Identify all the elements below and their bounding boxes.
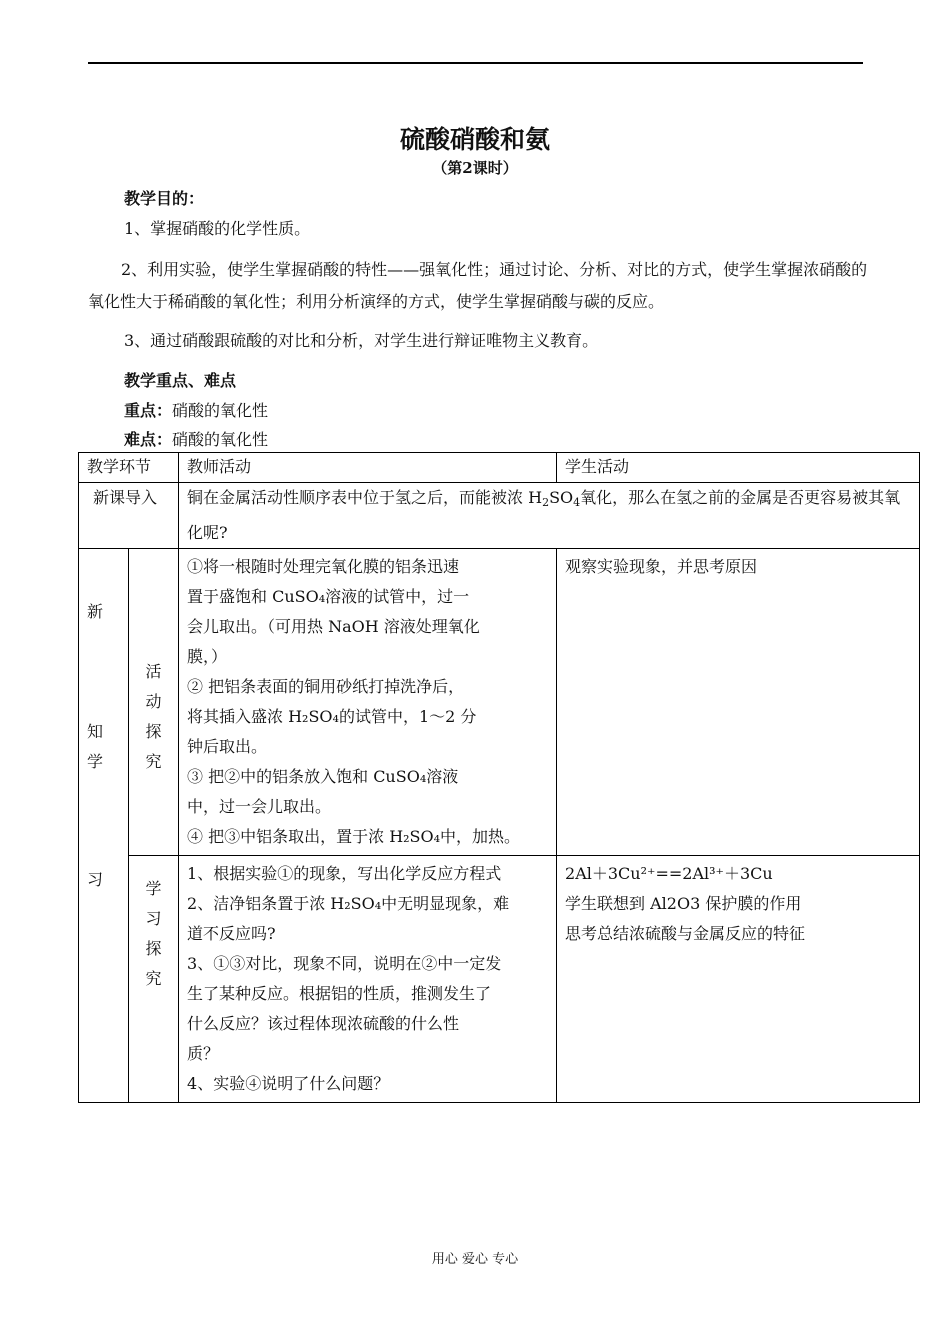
activity-line-5: ② 把铝条表面的铜用砂纸打掉洗净后，: [187, 677, 465, 696]
key-point-text: 硝酸的氧化性: [172, 401, 269, 420]
activity-char-1: 活: [145, 662, 162, 681]
objectives-heading: 教学目的：: [124, 189, 205, 208]
study-label: [129, 856, 179, 1103]
activity-line-3: 会儿取出。（可用热 NaOH 溶液处理氧化: [187, 617, 480, 636]
study-line-8: 4、实验④说明了什么问题？: [187, 1074, 390, 1093]
table-row-activity: [79, 549, 920, 856]
study-student-line-3: 思考总结浓硫酸与金属反应的特征: [565, 924, 806, 943]
intro-text-1: 铜在金属活动性顺序表中位于氢之后，而能被浓 H: [187, 488, 543, 507]
activity-line-1: ①将一根随时处理完氧化膜的铝条迅速: [187, 557, 460, 576]
activity-student: 观察实验现象，并思考原因: [557, 549, 920, 856]
activity-char-3: 探: [145, 722, 162, 741]
study-line-1: 1、根据实验①的现象，写出化学反应方程式: [187, 864, 502, 883]
header-stage: 教学环节: [79, 453, 179, 483]
study-line-3: 道不反应吗?: [187, 924, 276, 943]
objective-1: 1、掌握硝酸的化学性质。: [124, 219, 311, 238]
intro-teacher: [179, 483, 920, 549]
difficult-point-text: 硝酸的氧化性: [172, 430, 269, 449]
intro-text-mid: SO: [549, 488, 574, 507]
study-line-6: 什么反应？该过程体现浓硫酸的什么性: [187, 1014, 460, 1033]
activity-label: [129, 549, 179, 856]
study-teacher: [179, 856, 557, 1103]
header-student: 学生活动: [557, 453, 920, 483]
study-line-2: 2、洁净铝条置于浓 H₂SO₄中无明显现象，难: [187, 894, 510, 913]
activity-line-8: ③ 把②中的铝条放入饱和 CuSO₄溶液: [187, 767, 459, 786]
activity-line-9: 中，过一会儿取出。: [187, 797, 332, 816]
intro-sub-1: 2: [542, 496, 550, 509]
lesson-table: [78, 452, 920, 1103]
section-char-2: 知: [87, 722, 104, 741]
study-student: [557, 856, 920, 1103]
study-char-1: 学: [145, 879, 162, 898]
study-line-5: 生了某种反应。根据铝的性质，推测发生了: [187, 984, 492, 1003]
table-header-row: [79, 453, 920, 483]
activity-line-4: 膜，）: [187, 647, 228, 666]
key-point-label: 重点：: [124, 401, 173, 420]
page-footer: 用心 爱心 专心: [431, 1252, 519, 1267]
keypoints-heading: 教学重点、难点: [124, 371, 237, 390]
study-char-2: 习: [145, 909, 162, 928]
objective-2: 2、利用实验，使学生掌握硝酸的特性——强氧化性；通过讨论、分析、对比的方式，使学生掌握浓硝酸的氧化性大于稀硝酸的氧化性；利用分析演绎的方式，使学生掌握硝酸与碳的反应。: [88, 260, 868, 311]
activity-line-2: 置于盛饱和 CuSO₄溶液的试管中，过一: [187, 587, 470, 606]
key-point: [124, 398, 268, 421]
top-rule: [88, 62, 863, 64]
section-label-cell: [79, 549, 129, 1103]
activity-line-6: 将其插入盛浓 H₂SO₄的试管中，1～2 分: [187, 707, 477, 726]
page-title: 硫酸硝酸和氨: [399, 125, 550, 154]
intro-sub-2: 4: [573, 496, 581, 509]
difficult-point: [124, 427, 268, 450]
intro-stage: 新课导入: [79, 483, 179, 549]
study-char-3: 探: [145, 939, 162, 958]
section-char-1: 新: [87, 602, 104, 621]
activity-char-2: 动: [145, 692, 162, 711]
objective-3: 3、通过硝酸跟硫酸的对比和分析，对学生进行辩证唯物主义教育。: [124, 331, 599, 350]
activity-char-4: 究: [145, 752, 162, 771]
activity-line-7: 钟后取出。: [187, 737, 268, 756]
study-line-4: 3、①③对比，现象不同，说明在②中一定发: [187, 954, 502, 973]
study-student-line-2: 学生联想到 Al2O3 保护膜的作用: [565, 894, 802, 913]
study-line-7: 质？: [187, 1044, 220, 1063]
table-row-intro: [79, 483, 920, 549]
intro-text-2: 氧化，那么在氢之前的金属是否更容易被其氧化呢?: [187, 488, 901, 542]
activity-line-10: ④ 把③中铝条取出，置于浓 H₂SO₄中，加热。: [187, 827, 521, 846]
page-subtitle: （第2课时）: [432, 159, 518, 177]
header-teacher: 教师活动: [179, 453, 557, 483]
activity-teacher: [179, 549, 557, 856]
difficult-point-label: 难点：: [124, 430, 173, 449]
section-char-4: 习: [87, 870, 104, 889]
study-char-4: 究: [145, 969, 162, 988]
section-char-3: 学: [87, 752, 104, 771]
study-student-line-1: 2Al＋3Cu²⁺==2Al³⁺＋3Cu: [565, 864, 773, 883]
table-row-study: [79, 856, 920, 1103]
